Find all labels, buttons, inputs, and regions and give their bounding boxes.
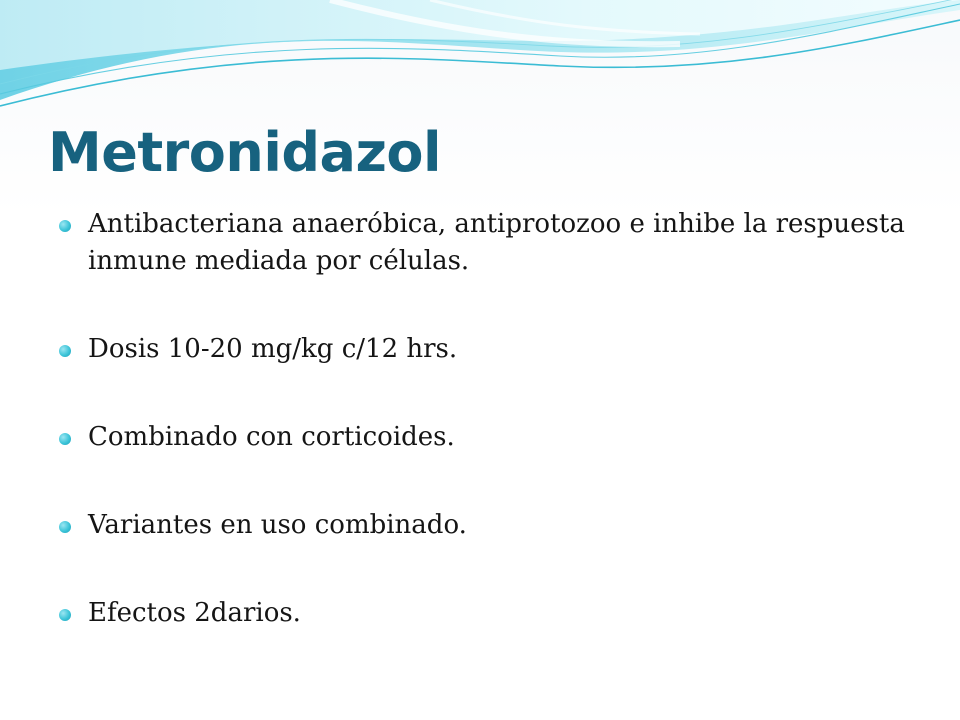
bullet-item: [58, 206, 918, 280]
bullet-item: [58, 419, 918, 456]
bullet-item: [58, 595, 918, 632]
bullet-dot-icon: [59, 220, 71, 232]
bullet-text: Dosis 10-20 mg/kg c/12 hrs.: [88, 334, 458, 364]
bullet-text: Variantes en uso combinado.: [88, 510, 467, 540]
bullet-text: Combinado con corticoides.: [88, 422, 455, 452]
bullet-text: Efectos 2darios.: [88, 598, 301, 628]
bullet-item: [58, 331, 918, 368]
bullet-item: [58, 507, 918, 544]
bullet-dot-icon: [59, 609, 71, 621]
header-wave-decoration: [0, 0, 960, 120]
bullet-dot-icon: [59, 345, 71, 357]
bullet-dot-icon: [59, 521, 71, 533]
slide-title: Metronidazol: [48, 121, 441, 184]
bullet-dot-icon: [59, 433, 71, 445]
bullet-list: [58, 206, 918, 632]
bullet-text: Antibacteriana anaeróbica, antiprotozoo e inhibe la respuesta inmune mediada por células.: [88, 209, 905, 276]
